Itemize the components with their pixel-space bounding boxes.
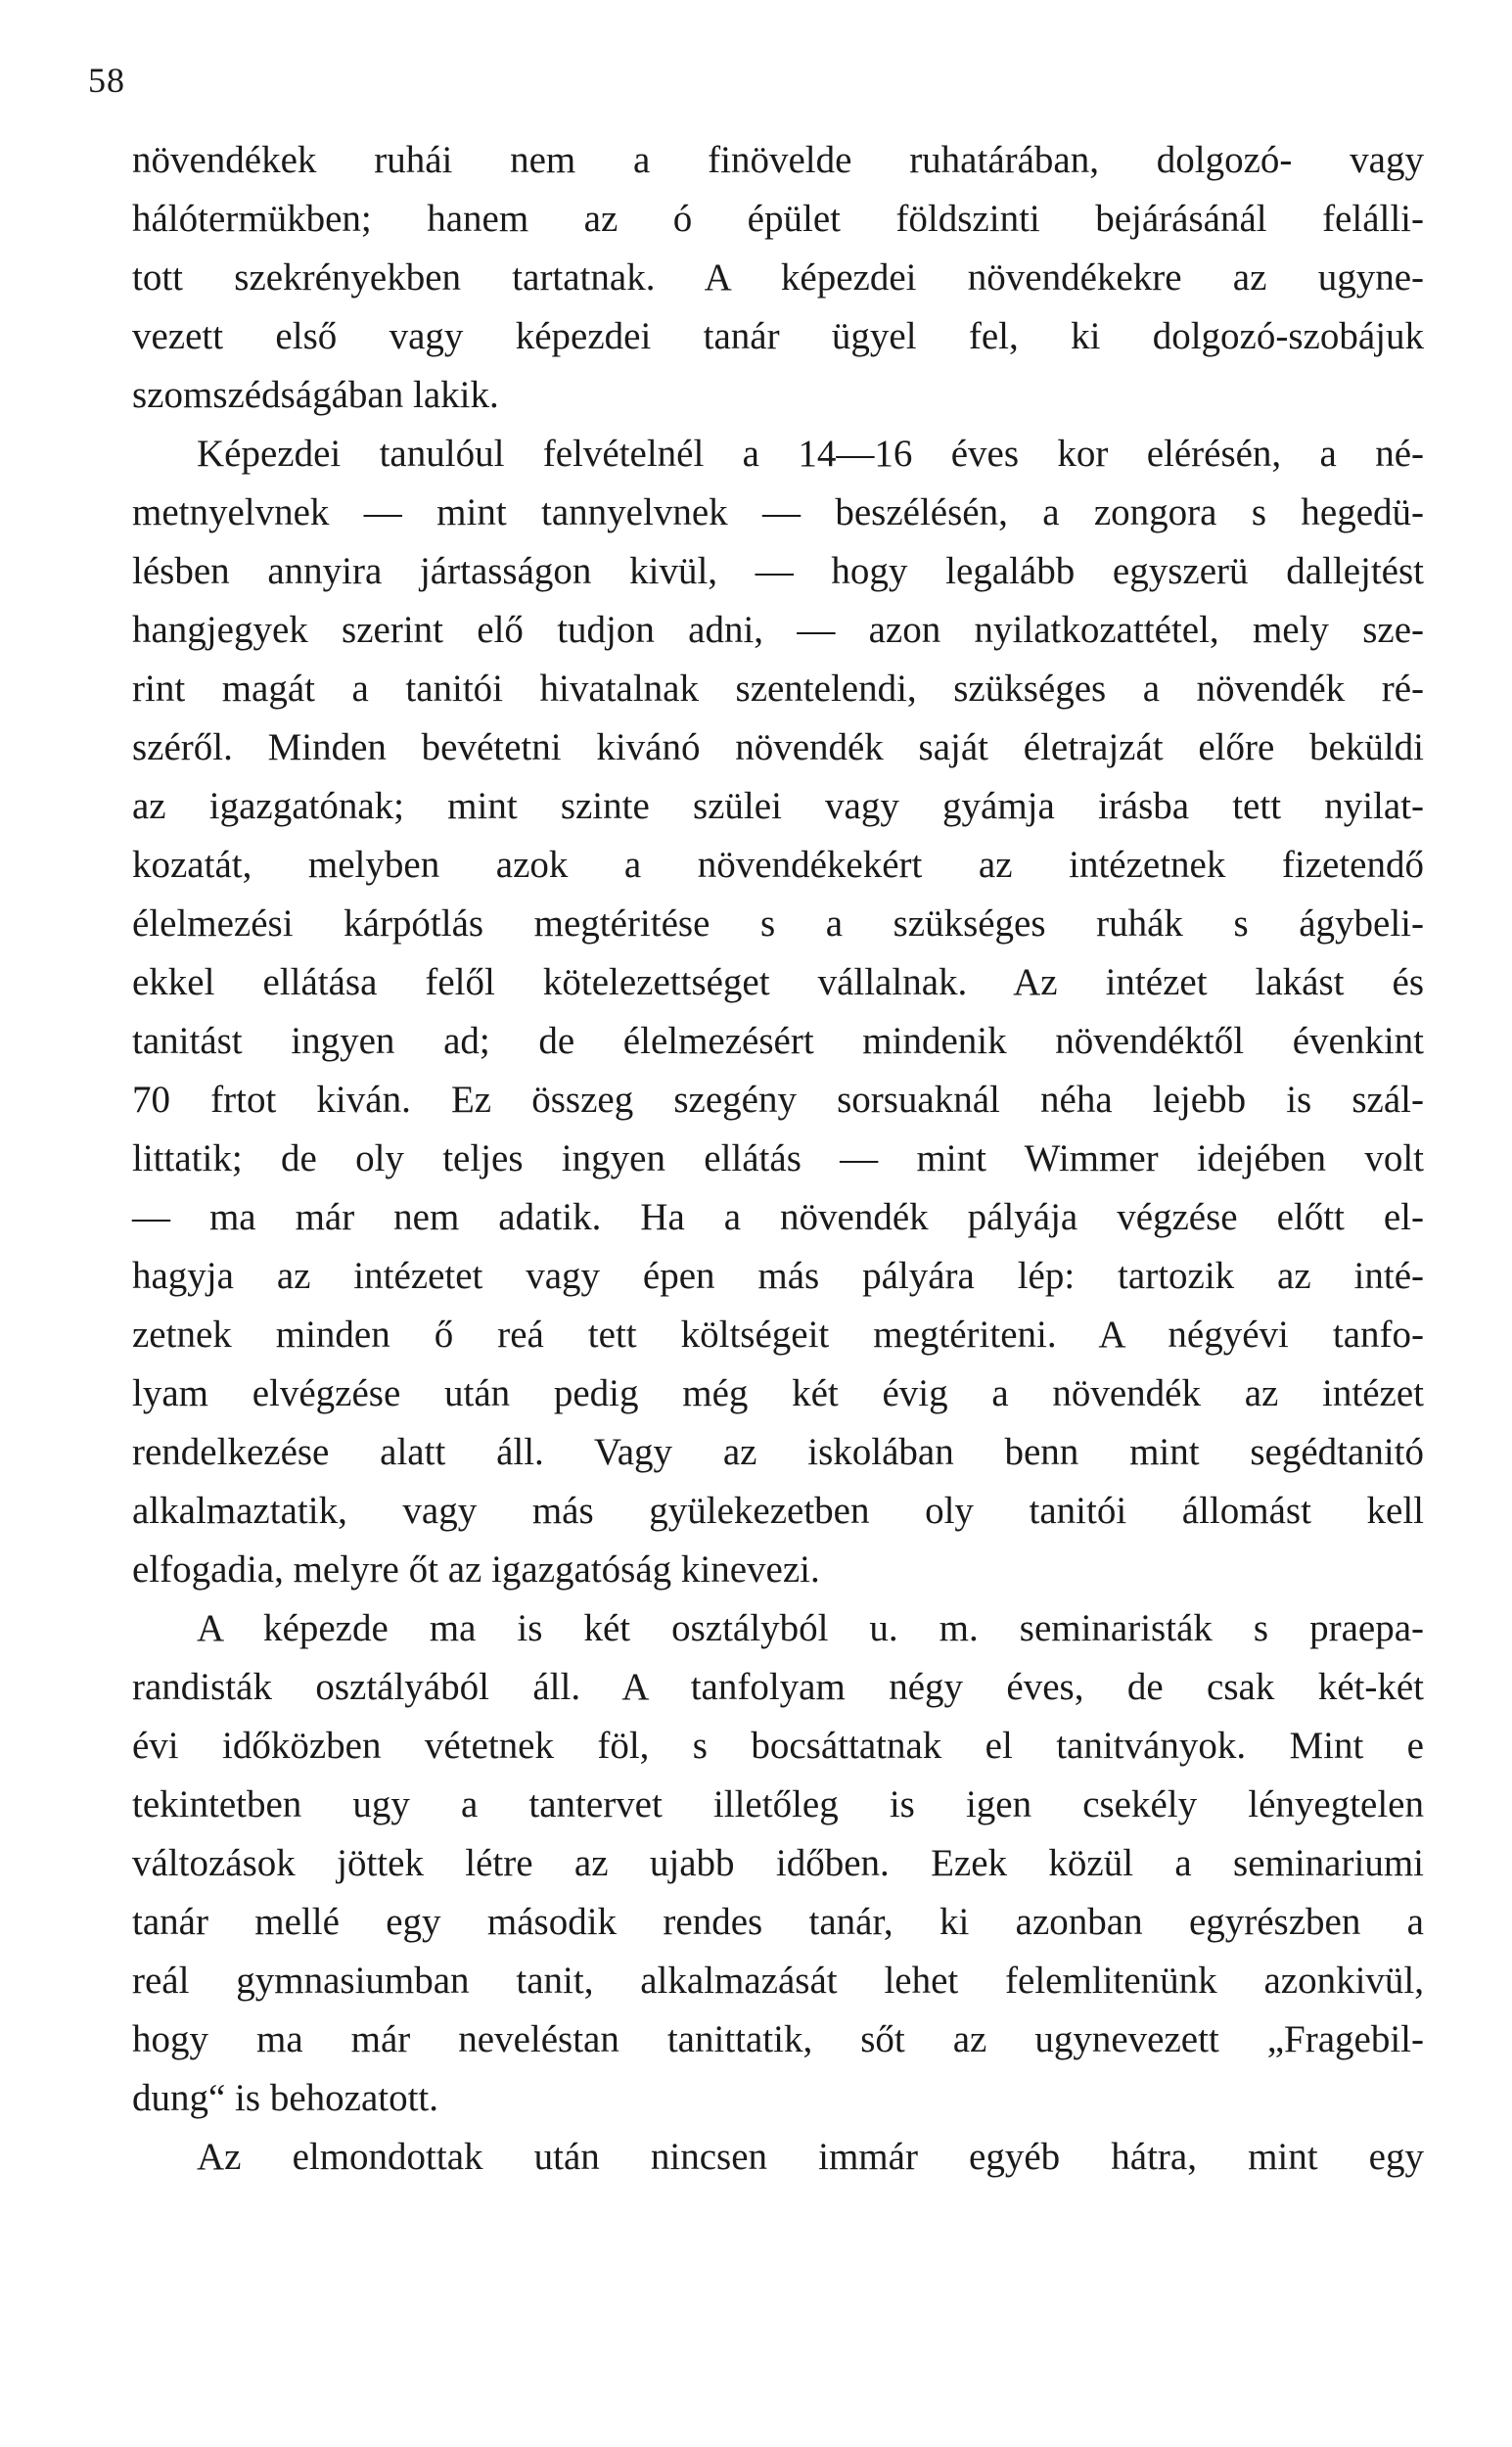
text-line: tekintetben ugy a tantervet illetőleg is igen csekély lényegtelen — [132, 1783, 1424, 1825]
text-line: 70 frtot kiván. Ez összeg szegény sorsuaknál néha lejebb is szál- — [132, 1079, 1424, 1121]
text-line: vezett első vagy képezdei tanár ügyel fel, ki dolgozó-szobájuk — [132, 315, 1424, 357]
text-line: kozatát, melyben azok a növendékekért az intézetnek fizetendő — [132, 844, 1424, 886]
text-line: metnyelvnek — mint tannyelvnek — beszélésén, a zongora s hegedü- — [132, 491, 1424, 533]
text-line: az igazgatónak; mint szinte szülei vagy gyámja irásba tett nyilat- — [132, 785, 1424, 827]
text-line: hagyja az intézetet vagy épen más pályára lép: tartozik az inté- — [132, 1255, 1424, 1297]
body-text — [132, 131, 1424, 2187]
text-line: alkalmaztatik, vagy más gyülekezetben oly tanitói állomást kell — [132, 1490, 1424, 1532]
text-line: lyam elvégzése után pedig még két évig a növendék az intézet — [132, 1372, 1424, 1414]
text-line: Az elmondottak után nincsen immár egyéb hátra, mint egy — [197, 2136, 1424, 2178]
text-line: zetnek minden ő reá tett költségeit megtériteni. A négyévi tanfo- — [132, 1314, 1424, 1356]
text-line: élelmezési kárpótlás megtéritése s a szükséges ruhák s ágybeli- — [132, 902, 1424, 945]
text-line: évi időközben vétetnek föl, s bocsáttatnak el tanitványok. Mint e — [132, 1725, 1424, 1767]
text-line: dung“ is behozatott. — [132, 2077, 439, 2119]
text-line: tott szekrényekben tartatnak. A képezdei növendékekre az ugyne- — [132, 256, 1424, 299]
text-line: széről. Minden bevétetni kivánó növendék saját életrajzát előre beküldi — [132, 726, 1424, 768]
text-line: elfogadia, melyre őt az igazgatóság kinevezi. — [132, 1548, 820, 1591]
text-line: hálótermükben; hanem az ó épület földszinti bejárásánál felálli- — [132, 198, 1424, 240]
text-line: hogy ma már neveléstan tanittatik, sőt az ugynevezett „Fragebil- — [132, 2018, 1424, 2060]
text-line: rint magát a tanitói hivatalnak szentelendi, szükséges a növendék ré- — [132, 668, 1424, 710]
text-line: randisták osztályából áll. A tanfolyam négy éves, de csak két-két — [132, 1666, 1424, 1708]
text-line: lésben annyira jártasságon kivül, — hogy legalább egyszerü dallejtést — [132, 550, 1424, 592]
text-line: növendékek ruhái nem a finövelde ruhatárában, dolgozó- vagy — [132, 139, 1424, 181]
text-line: ekkel ellátása felől kötelezettséget vállalnak. Az intézet lakást és — [132, 961, 1424, 1003]
text-line: tanár mellé egy második rendes tanár, ki azonban egyrészben a — [132, 1901, 1424, 1943]
text-line: littatik; de oly teljes ingyen ellátás — mint Wimmer idejében volt — [132, 1137, 1424, 1179]
text-line: szomszédságában lakik. — [132, 374, 499, 416]
text-line: reál gymnasiumban tanit, alkalmazását lehet felemlitenünk azonkivül, — [132, 1960, 1424, 2002]
text-line: változások jöttek létre az ujabb időben. Ezek közül a seminariumi — [132, 1842, 1424, 1884]
text-line: rendelkezése alatt áll. Vagy az iskolában benn mint segédtanitó — [132, 1431, 1424, 1473]
text-line: hangjegyek szerint elő tudjon adni, — azon nyilatkozattétel, mely sze- — [132, 609, 1424, 651]
page-number: 58 — [88, 61, 125, 100]
text-line: A képezde ma is két osztályból u. m. seminaristák s praepa- — [197, 1607, 1424, 1649]
text-line: Képezdei tanulóul felvételnél a 14—16 éves kor elérésén, a né- — [197, 433, 1424, 475]
text-line: — ma már nem adatik. Ha a növendék pályája végzése előtt el- — [132, 1196, 1424, 1238]
text-line: tanitást ingyen ad; de élelmezésért mindenik növendéktől évenkint — [132, 1020, 1424, 1062]
